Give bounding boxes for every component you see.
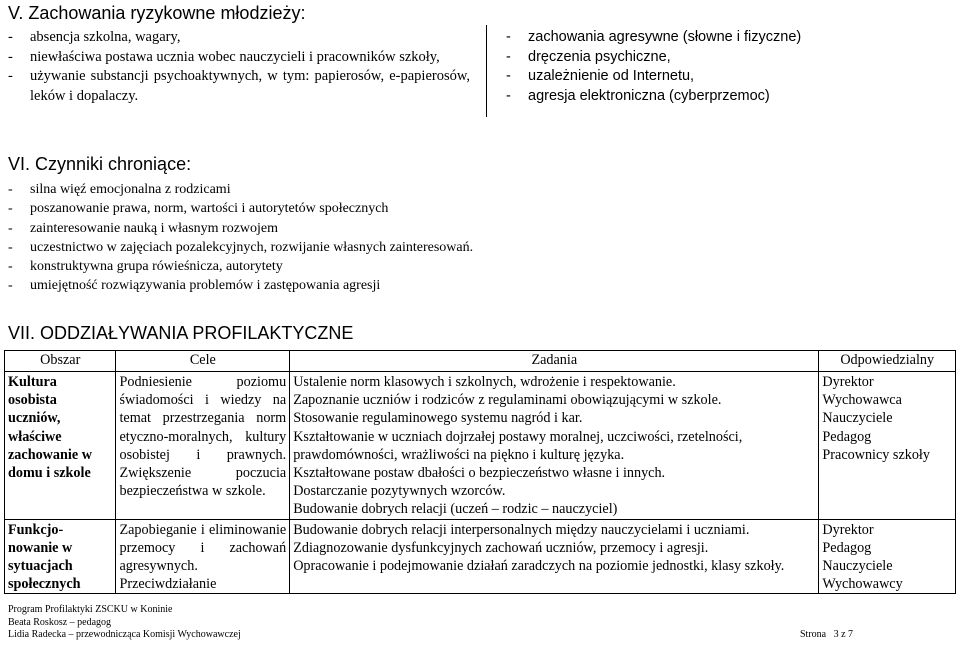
list-item: - konstruktywna grupa rówieśnicza, autorytety	[8, 259, 283, 275]
goals-cell: Podniesienie poziomu świadomości i wiedzy na temat przestrzegania norm etyczno-moralnych, kultury osobistej i prawnych. Zwiększenie poczucia bezpieczeństwa w szkole.	[116, 372, 290, 520]
header-obszar: Obszar	[5, 351, 116, 372]
list-item: - uczestnictwo w zajęciach pozalekcyjnych, rozwijanie własnych zainteresowań.	[8, 239, 474, 255]
list-item: - silna więź emocjonalna z rodzicami	[8, 182, 231, 197]
header-odpowiedzialny: Odpowiedzialny	[819, 351, 956, 372]
list-item: - zainteresowanie nauką i własnym rozwojem	[8, 220, 279, 236]
section-vii-heading: VII. ODDZIAŁYWANIA PROFILAKTYCZNE	[8, 323, 354, 343]
area-cell: Kultura osobista uczniów, właściwe zachowanie w domu i szkole	[5, 372, 116, 520]
page-footer	[8, 604, 241, 642]
area-cell: Funkcjo- nowanie w sytuacjach społecznych	[5, 519, 116, 594]
list-item: - poszanowanie prawa, norm, wartości i autorytetów społecznych	[8, 201, 389, 217]
tasks-cell: Ustalenie norm klasowych i szkolnych, wdrożenie i respektowanie. Zapoznanie uczniów i rodziców z regulaminami obowiązującymi w szkole. Stosowanie regulaminowego systemu nagród i kar. Kształtowanie w uczniach dojrzałej postawy moralnej, uczciwości, rzetelności, prawdomówności, wrażliwości na piękno i kulturę języka. Kształtowane postaw dbałości o bezpieczeństwo własne i innych. Dostarczanie pozytywnych wzorców. Budowanie dobrych relacji (uczeń – rodzic – nauczyciel)	[290, 372, 819, 520]
section-vi-heading: VI. Czynniki chroniące:	[8, 154, 192, 174]
list-item: - umiejętność rozwiązywania problemów i zastępowania agresji	[8, 278, 381, 294]
list-item: - niewłaściwa postawa ucznia wobec nauczycieli i pracowników szkoły,	[8, 48, 440, 65]
table-row	[5, 372, 956, 520]
footer-chair: Lidia Radecka – przewodnicząca Komisji Wychowawczej	[8, 629, 241, 640]
table-row	[5, 519, 956, 594]
list-item: - używanie substancji psychoaktywnych, w tym: papierosów, e-papierosów, leków i dopalaczy.	[8, 68, 470, 104]
list-item: - zachowania agresywne (słowne i fizyczne)	[506, 29, 802, 45]
tasks-cell: Budowanie dobrych relacji interpersonalnych między nauczycielami i uczniami. Zdiagnozowanie dysfunkcyjnych zachowań uczniów, przemocy i agresji. Opracowanie i podejmowanie działań zaradczych na poziomie jednostki, klasy szkoły.	[290, 519, 819, 594]
risk-behaviors-left-list	[8, 28, 470, 106]
list-item: - uzależnienie od Internetu,	[506, 68, 695, 84]
footer-author: Beata Roskosz – pedagog	[8, 616, 112, 628]
responsible-cell: Dyrektor Wychowawca Nauczyciele Pedagog Pracownicy szkoły	[819, 372, 956, 520]
risk-behaviors-right-list	[506, 28, 801, 106]
header-cele: Cele	[116, 351, 290, 372]
footer-program: Program Profilaktyki ZSCKU w Koninie	[8, 604, 173, 615]
prevention-table	[4, 350, 956, 594]
section-v-heading: V. Zachowania ryzykowne młodzieży:	[8, 3, 306, 23]
list-item: - absencja szkolna, wagary,	[8, 29, 181, 45]
protective-factors-list	[8, 180, 473, 296]
page-number: Strona 3 z 7	[800, 629, 854, 640]
goals-cell: Zapobieganie i eliminowanie przemocy i zachowań agresywnych. Przeciwdziałanie	[116, 519, 290, 594]
responsible-cell: Dyrektor Pedagog Nauczyciele Wychowawcy	[819, 519, 956, 594]
column-divider	[486, 25, 487, 117]
table-header-row	[5, 351, 956, 372]
header-zadania: Zadania	[290, 351, 819, 372]
list-item: - agresja elektroniczna (cyberprzemoc)	[506, 87, 770, 104]
list-item: - dręczenia psychiczne,	[506, 48, 671, 65]
